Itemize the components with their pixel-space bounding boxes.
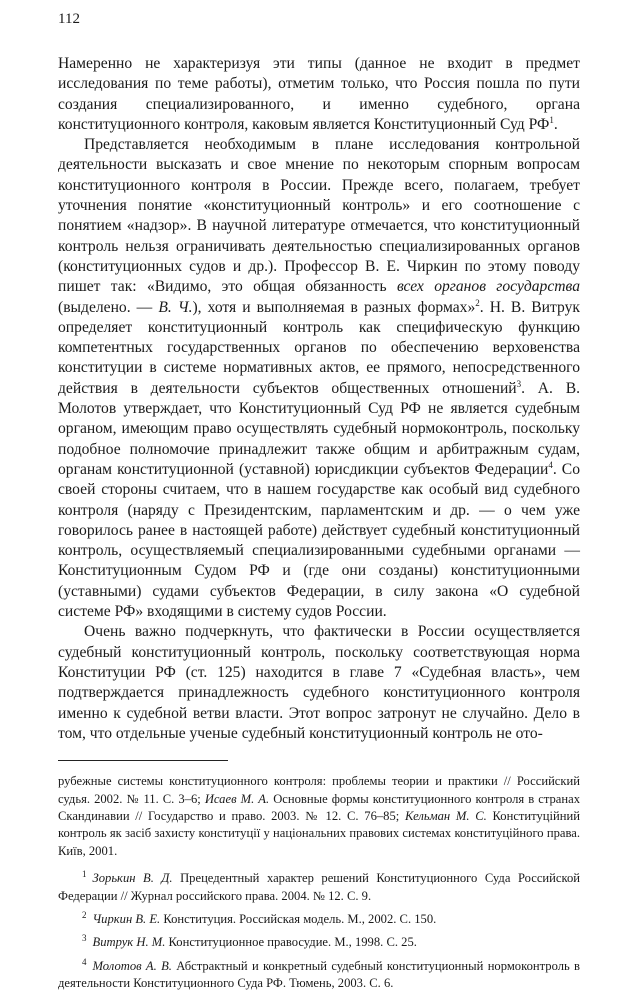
footnote-4-author: Молотов А. В. (92, 958, 172, 973)
footnote-4 (58, 958, 580, 993)
footnote-1-author: Зорькин В. Д. (92, 871, 173, 886)
paragraph-2-initials: В. Ч. (158, 298, 193, 316)
document-page (58, 10, 580, 999)
footnote-continuation (58, 773, 580, 860)
footnote-4-text: Абстрактный и конкретный судебный конституционный нормоконтроль в деятельности Конституционного Суда РФ. Тюмень, 2003. С. 6. (58, 958, 580, 991)
footnote-continuation-author-1: Исаев М. А. (204, 791, 270, 806)
footnote-ref-4[interactable]: 4 (548, 459, 553, 470)
paragraph-3: Очень важно подчеркнуть, что фактически в России осуществляется судебный конституционный контроль, поскольку соответствующая норма Конституции РФ (ст. 125) находится в главе 7 «Судебная власть», чем подтверждается принадлежность судебного конституционного контроля именно к судебной ветви власти. Этот вопрос затронут не случайно. Дело в том, что отдельные ученые судебный конституционный контроль не ото- (58, 623, 580, 742)
paragraph-1-text: Намеренно не характеризуя эти типы (данное не входит в предмет исследования по теме работы), отметим только, что Россия пошла по пути создания специализированного, и именно судебного, органа конституционного контроля, каковым является Конституционный Суд РФ (58, 55, 580, 133)
paragraph-2-text-d: . Н. В. Витрук определяет конституционный контроль как специфическую функцию компетентных государственных органов по обеспечению верховенства конституции в системе нормативных актов, ее прямого, непосредственного действия в деятельности субъектов общественных отношений (58, 298, 580, 397)
paragraph-1-end: . (553, 115, 558, 133)
page-number: 112 (58, 11, 80, 27)
footnote-ref-1[interactable]: 1 (549, 114, 554, 125)
footnote-4-number: 4 (82, 956, 87, 967)
footnote-3 (58, 934, 580, 951)
paragraph-2-text-f: . Со своей стороны считаем, что в нашем государстве как особый вид судебного контроля (наряду с Президентским, парламентским и др. — о чем уже говорилось ранее в настоящей работе) действует судебный конституционный контроль, осуществляемый специализированными судебными органами — Конституционным Судом РФ и (где они созданы) конституционными (уставными) судами субъектов Федерации, в силу закона «О судебной системе РФ» входящими в систему судов России. (58, 460, 580, 621)
paragraph-2-text-c: ), хотя и выполняемая в разных формах» (192, 298, 476, 316)
paragraph-1 (58, 54, 580, 135)
footnote-3-number: 3 (82, 933, 87, 944)
footnote-1 (58, 870, 580, 905)
footnote-2-text: Конституция. Российская модель. М., 2002. С. 150. (160, 911, 437, 926)
footnote-continuation-text-c: Конституційний контроль як засіб захисту конституції у національних правових системах конституційного права. Київ, 2001. (58, 808, 581, 858)
footnote-divider (58, 760, 228, 761)
footnote-continuation-text-b: Основные формы конституционного контроля в странах Скандинавии // Государство и право. 2003. № 12. С. 76–85; (58, 791, 580, 823)
paragraph-2-emphasis: всех органов государства (396, 278, 580, 296)
footnote-ref-2[interactable]: 2 (475, 297, 480, 308)
footnote-1-number: 1 (82, 868, 87, 879)
footnote-continuation-text-a: рубежные системы конституционного контроля: проблемы теории и практики // Российский судья. 2002. № 11. С. 3–6; (58, 774, 580, 806)
paragraph-2-text-b: (выделено. — (58, 298, 159, 316)
paragraph-2-text-a: Представляется необходимым в плане исследования контрольной деятельности высказать и свое мнение по некоторым спорным вопросам конституционного контроля в России. Прежде всего, полагаем, требует уточнения понятие «конституционный контроль» и его соотношение с понятием «надзор». В научной литературе отмечается, что конституционный контроль нельзя ограничивать деятельностью специализированных органов (конституционных судов и др.). Профессор В. Е. Чиркин по этому поводу пишет так: «Видимо, это общая обязанность (58, 136, 580, 296)
footnote-3-author: Витрук Н. М. (92, 935, 166, 950)
footnote-3-text: Конституционное правосудие. М., 1998. С. 25. (165, 935, 417, 950)
footnote-2 (58, 911, 580, 928)
footnote-1-text: Прецедентный характер решений Конституционного Суда Российской Федерации // Журнал российского права. 2004. № 12. С. 9. (58, 871, 581, 903)
paragraph-2-text-e: . А. В. Молотов утверждает, что Конституционный Суд РФ не является судебным органом, имеющим право осуществлять судебный нормоконтроль, поскольку подобное полномочие принадлежит также общим и арбитражным судам, органам конституционной (уставной) юрисдикции субъектов Федерации (58, 379, 581, 478)
main-text (58, 54, 580, 744)
paragraph-2 (58, 135, 580, 622)
footnote-continuation-author-2: Кельман М. С. (405, 808, 487, 823)
footnote-2-author: Чиркин В. Е. (92, 911, 161, 926)
footnote-2-number: 2 (82, 909, 87, 920)
footnote-ref-3[interactable]: 3 (516, 378, 522, 389)
footnotes (58, 773, 580, 992)
